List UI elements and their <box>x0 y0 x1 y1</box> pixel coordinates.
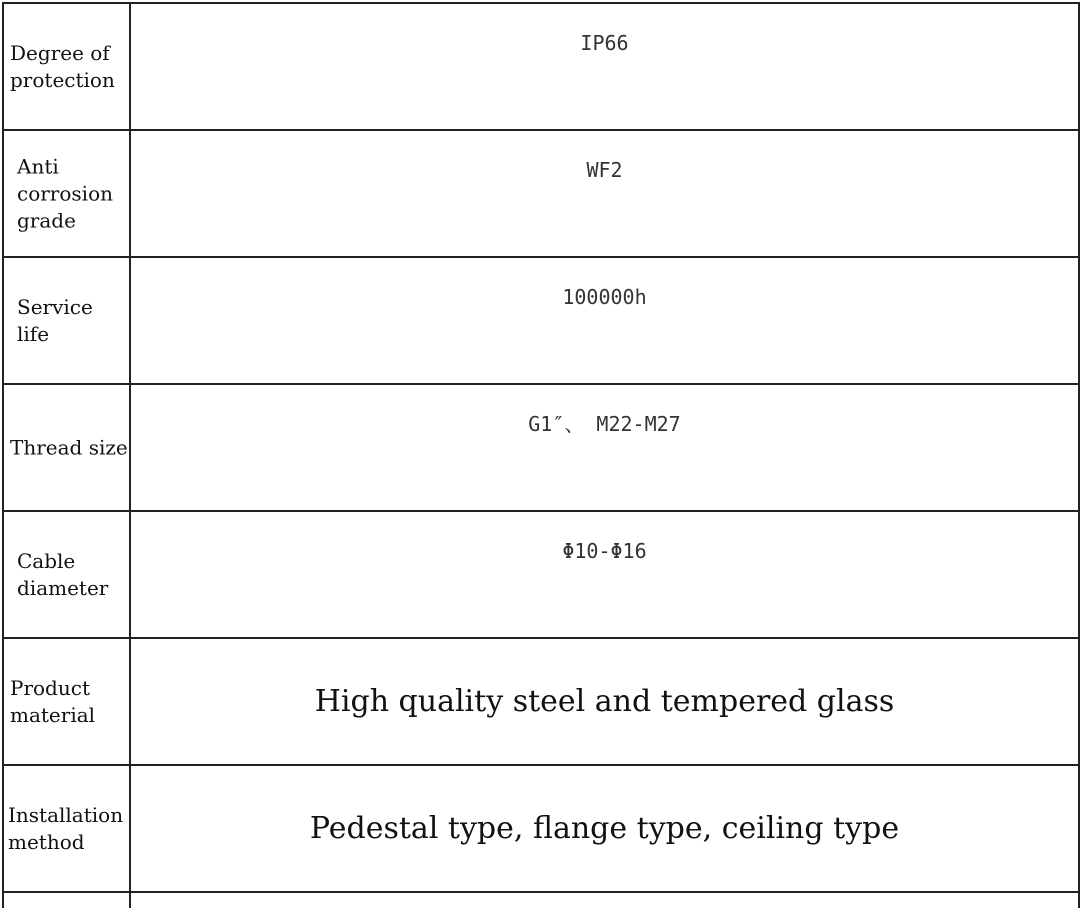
spec-table <box>2 2 1080 908</box>
row-label: Thread size <box>10 435 128 459</box>
row-value: High quality steel and tempered glass <box>314 683 895 719</box>
table-row <box>3 765 1079 892</box>
label-cell <box>3 3 130 130</box>
label-cell <box>3 257 130 384</box>
value-cell <box>130 3 1079 130</box>
value-cell <box>130 892 1079 908</box>
row-label: Product material <box>10 675 96 727</box>
table-row <box>3 384 1079 511</box>
table-row <box>3 130 1079 257</box>
row-label: Installation method <box>8 802 124 854</box>
value-cell <box>130 511 1079 638</box>
table-row <box>3 257 1079 384</box>
row-label: Cable diameter <box>17 548 109 600</box>
row-label: Degree of protection <box>10 40 115 92</box>
table-row <box>3 3 1079 130</box>
value-cell <box>130 257 1079 384</box>
value-cell <box>130 638 1079 765</box>
label-cell <box>3 384 130 511</box>
label-cell <box>3 638 130 765</box>
row-value: IP66 <box>580 31 629 55</box>
row-value: G1″、 M22-M27 <box>528 412 681 436</box>
row-label: Service life <box>17 294 93 346</box>
row-value: WF2 <box>586 158 623 182</box>
row-value: 100000h <box>562 285 647 309</box>
value-cell <box>130 384 1079 511</box>
label-cell <box>3 765 130 892</box>
label-cell <box>3 511 130 638</box>
row-value: Φ10-Φ16 <box>562 539 647 563</box>
table-row <box>3 638 1079 765</box>
value-cell <box>130 130 1079 257</box>
table-row <box>3 511 1079 638</box>
row-label: Anti corrosion grade <box>17 154 113 232</box>
value-cell <box>130 765 1079 892</box>
label-cell <box>3 892 130 908</box>
table-row-partial <box>3 892 1079 908</box>
label-cell <box>3 130 130 257</box>
row-value: Pedestal type, flange type, ceiling type <box>309 810 900 846</box>
